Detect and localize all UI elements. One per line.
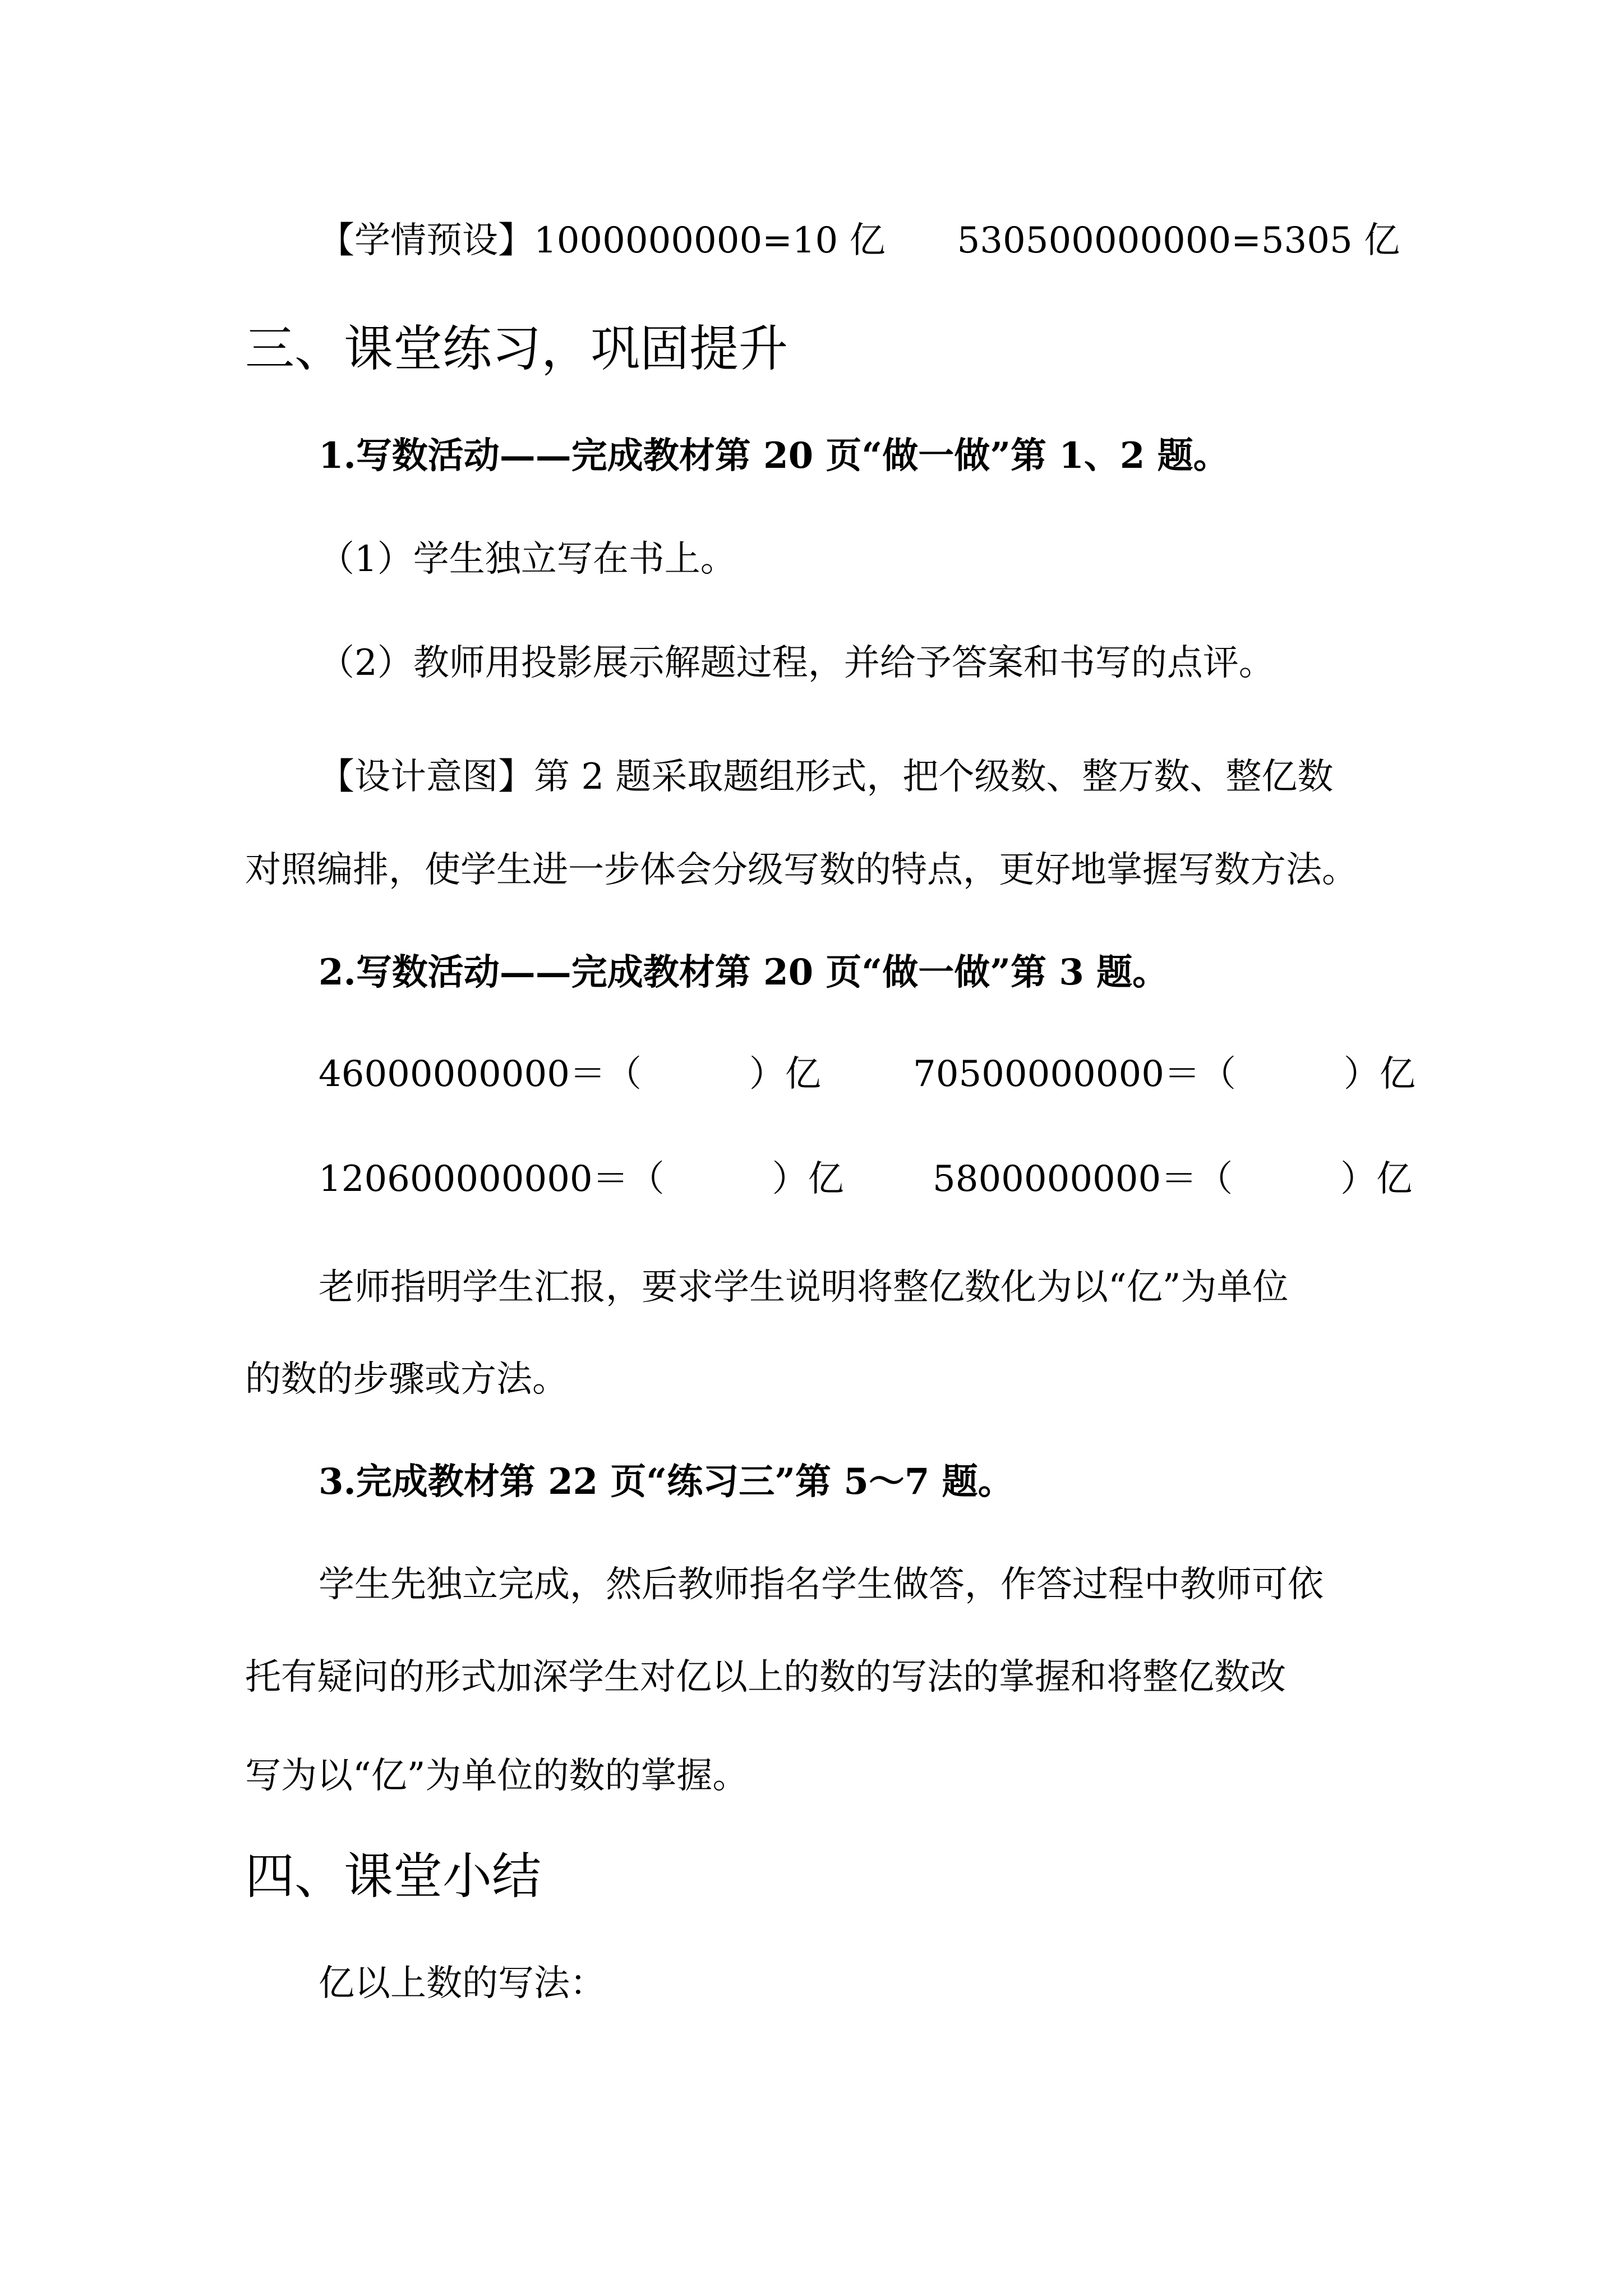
summary-line: 亿以上数的写法： bbox=[319, 1963, 606, 2004]
exercise-1-step-2: （2）教师用投影展示解题过程，并给予答案和书写的点评。 bbox=[319, 642, 1275, 684]
equation-1-right: 70500000000＝（ ）亿 bbox=[913, 1053, 1415, 1095]
design-intent-line-1: 【设计意图】第 2 题采取题组形式，把个级数、整万数、整亿数 bbox=[319, 756, 1334, 798]
teacher-report-line-2: 的数的步骤或方法。 bbox=[245, 1359, 568, 1400]
equation-2-right: 5800000000＝（ ）亿 bbox=[933, 1158, 1413, 1200]
practice-line-2: 托有疑问的形式加深学生对亿以上的数的写法的掌握和将整亿数改 bbox=[245, 1657, 1286, 1698]
teacher-report-line-1: 老师指明学生汇报，要求学生说明将整亿数化为以“亿”为单位 bbox=[319, 1267, 1289, 1308]
equation-1-left: 46000000000＝（ ）亿 bbox=[319, 1053, 821, 1095]
section-heading-3: 三、课堂练习，巩固提升 bbox=[245, 320, 789, 378]
exercise-3-heading: 3.完成教材第 22 页“练习三”第 5～7 题。 bbox=[319, 1461, 1014, 1503]
design-intent-line-2: 对照编排，使学生进一步体会分级写数的特点，更好地掌握写数方法。 bbox=[245, 849, 1358, 891]
section-heading-4: 四、课堂小结 bbox=[245, 1847, 542, 1905]
exercise-2-heading: 2.写数活动——完成教材第 20 页“做一做”第 3 题。 bbox=[319, 951, 1169, 993]
exercise-1-step-1: （1）学生独立写在书上。 bbox=[319, 539, 736, 580]
equation-row-1 bbox=[319, 1049, 1415, 1099]
equation-row-2 bbox=[319, 1154, 1413, 1204]
learning-preset-line: 【学情预设】1000000000=10 亿 530500000000=5305 亿 bbox=[319, 220, 1400, 261]
equation-2-left: 120600000000＝（ ）亿 bbox=[319, 1158, 844, 1200]
exercise-1-heading: 1.写数活动——完成教材第 20 页“做一做”第 1、2 题。 bbox=[319, 435, 1229, 477]
practice-line-1: 学生先独立完成，然后教师指名学生做答，作答过程中教师可依 bbox=[319, 1564, 1324, 1605]
practice-line-3: 写为以“亿”为单位的数的掌握。 bbox=[245, 1755, 749, 1797]
